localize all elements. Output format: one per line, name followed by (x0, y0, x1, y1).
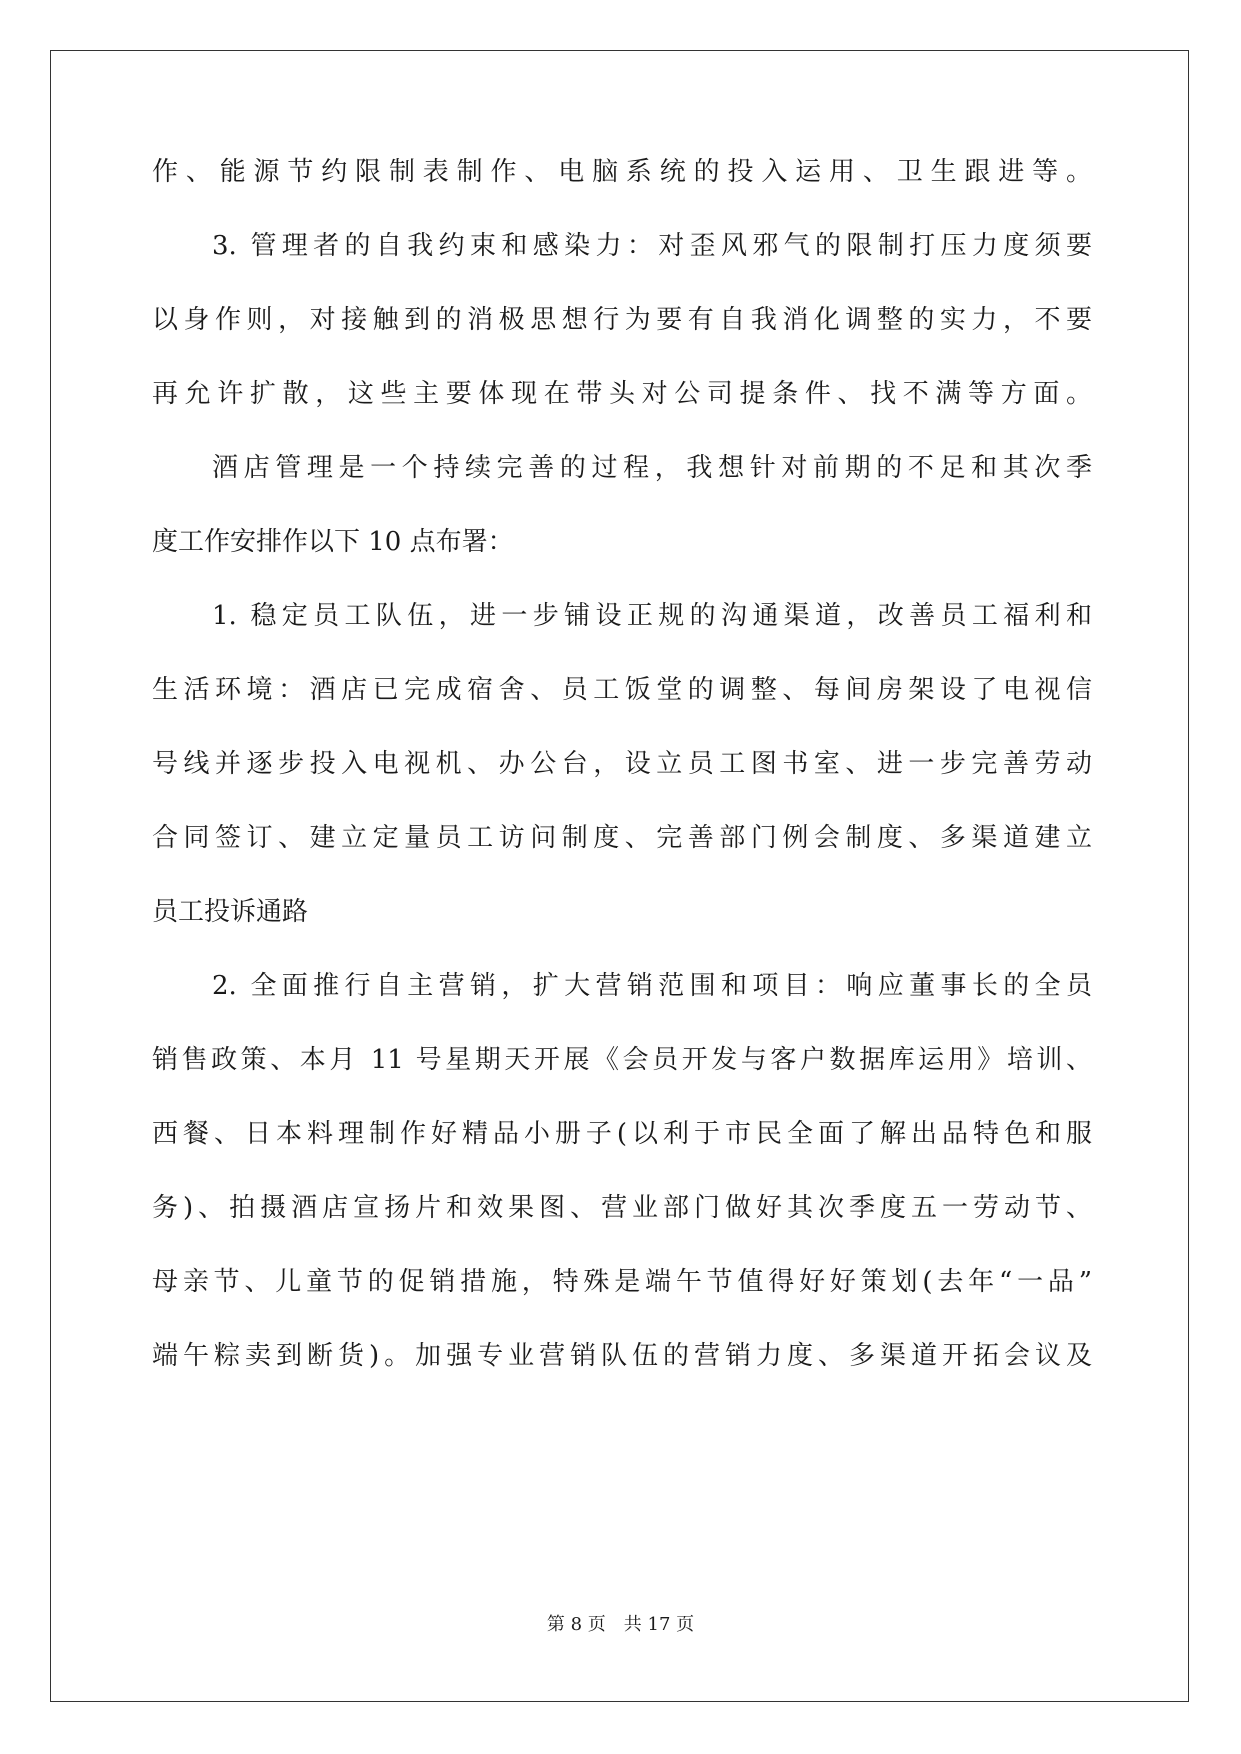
page-number: 第 8 页 共 17 页 (546, 1614, 695, 1635)
text-line: 度工作安排作以下 10 点布署： (152, 527, 514, 557)
text-line: 母亲节、儿童节的促销措施，特殊是端午节值得好好策划(去年“一品” (152, 1267, 1092, 1297)
text-line: 员工投诉通路 (152, 897, 309, 927)
text-line: 2. 全面推行自主营销，扩大营销范围和项目：响应董事长的全员 (212, 971, 1092, 1001)
text-line: 端午粽卖到断货)。加强专业营销队伍的营销力度、多渠道开拓会议及 (152, 1341, 1092, 1371)
text-line: 3. 管理者的自我约束和感染力：对歪风邪气的限制打压力度须要 (212, 231, 1092, 261)
text-line: 作、能源节约限制表制作、电脑系统的投入运用、卫生跟进等。 (152, 157, 1092, 187)
text-line: 1. 稳定员工队伍，进一步铺设正规的沟通渠道，改善员工福利和 (212, 601, 1092, 631)
text-line: 西餐、日本料理制作好精品小册子(以利于市民全面了解出品特色和服 (152, 1119, 1092, 1149)
text-line: 号线并逐步投入电视机、办公台，设立员工图书室、进一步完善劳动 (152, 749, 1092, 779)
text-line: 生活环境：酒店已完成宿舍、员工饭堂的调整、每间房架设了电视信 (152, 675, 1092, 705)
text-line: 再允许扩散，这些主要体现在带头对公司提条件、找不满等方面。 (152, 379, 1092, 409)
text-line: 合同签订、建立定量员工访问制度、完善部门例会制度、多渠道建立 (152, 823, 1092, 853)
text-line: 销售政策、本月 11 号星期天开展《会员开发与客户数据库运用》培训、 (152, 1045, 1092, 1075)
text-line: 务)、拍摄酒店宣扬片和效果图、营业部门做好其次季度五一劳动节、 (152, 1193, 1092, 1223)
text-line: 以身作则，对接触到的消极思想行为要有自我消化调整的实力，不要 (152, 305, 1092, 335)
text-line: 酒店管理是一个持续完善的过程，我想针对前期的不足和其次季 (212, 453, 1092, 483)
